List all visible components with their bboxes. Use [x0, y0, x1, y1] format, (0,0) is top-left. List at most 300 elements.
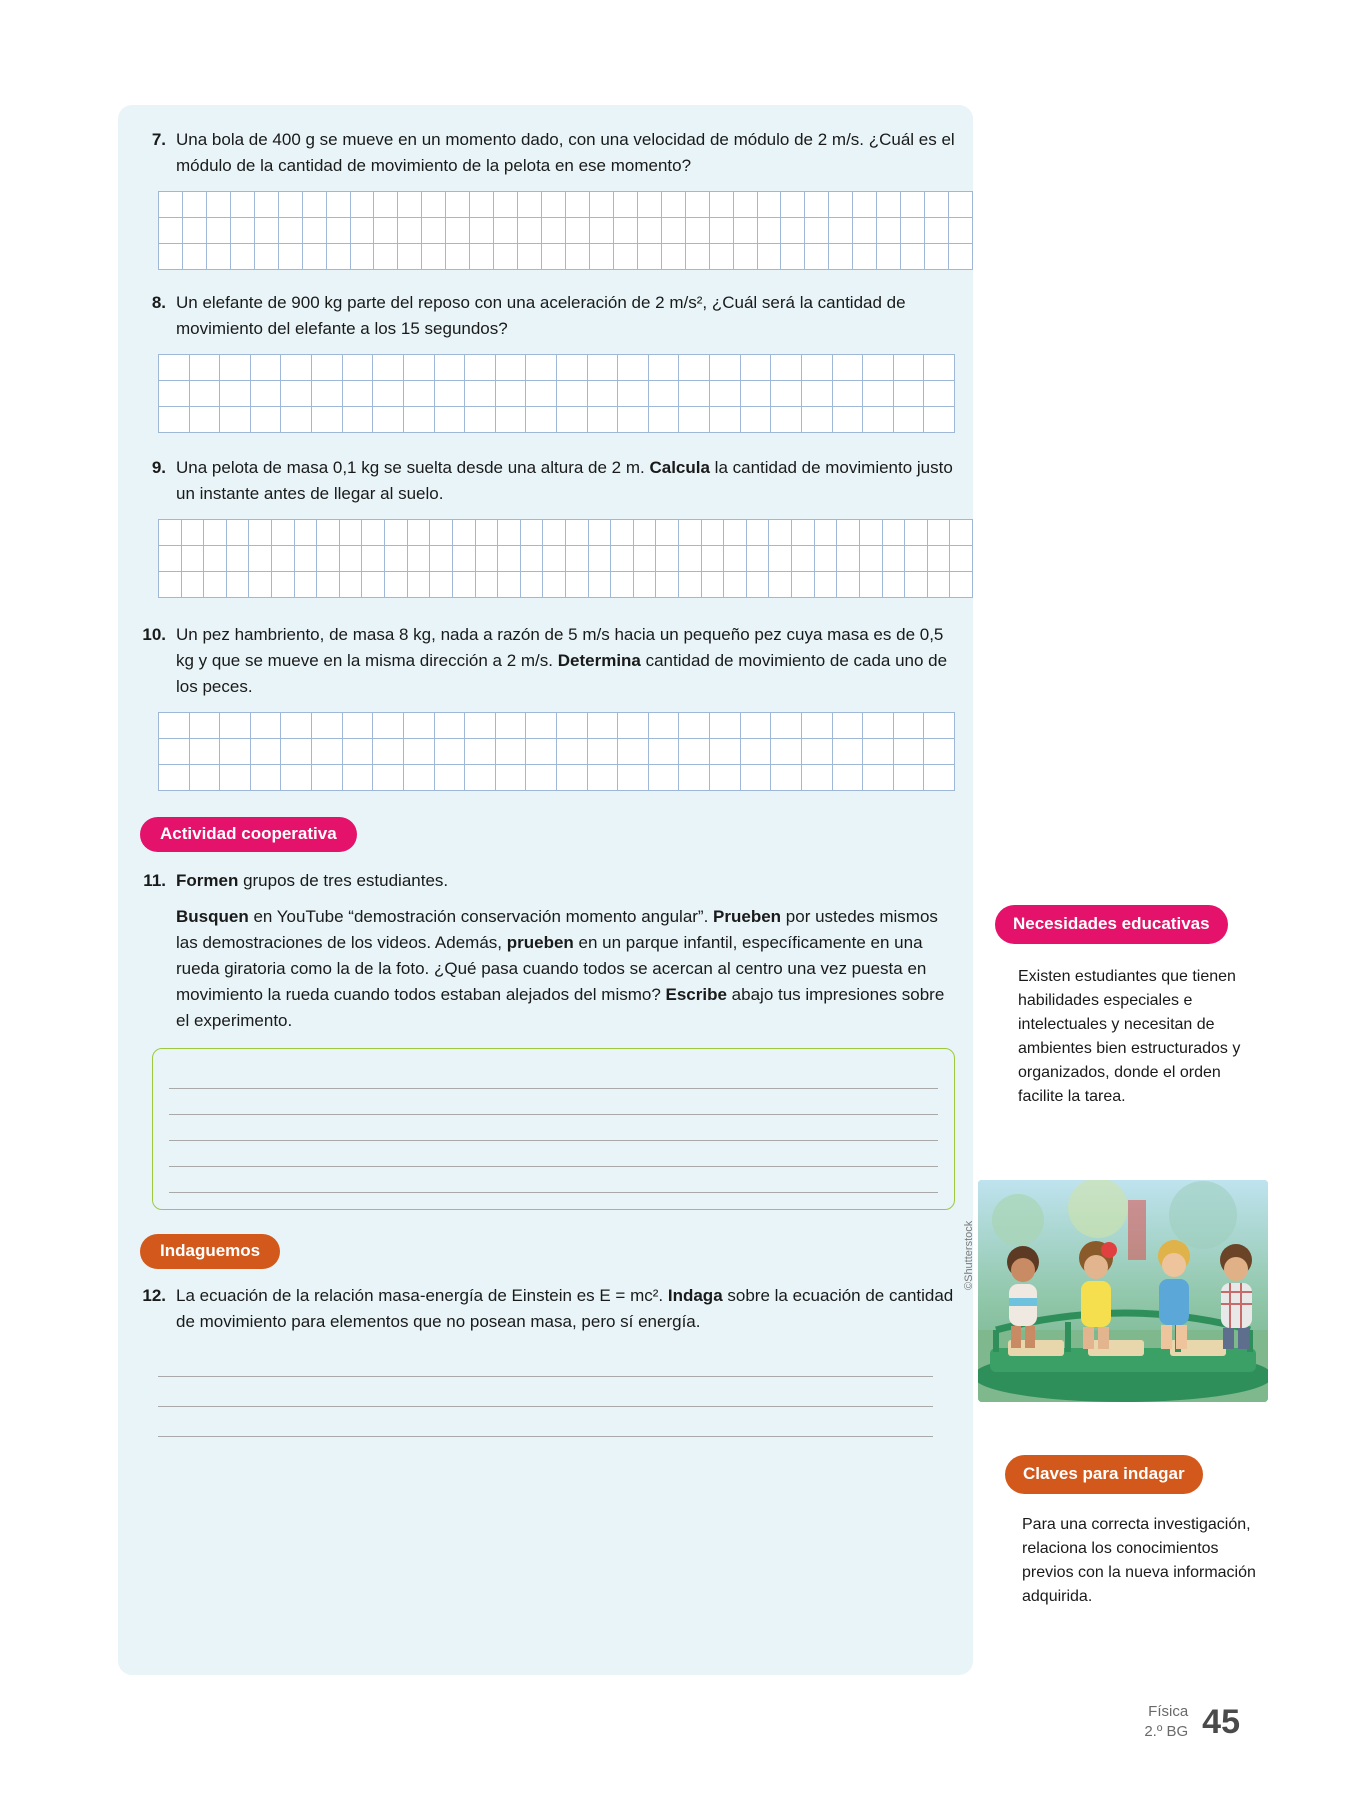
grid-cell[interactable] [496, 765, 527, 791]
grid-cell[interactable] [829, 218, 853, 244]
grid-cell[interactable] [227, 546, 250, 572]
grid-cell[interactable] [312, 765, 343, 791]
grid-cell[interactable] [883, 520, 906, 546]
grid-cell[interactable] [373, 381, 404, 407]
grid-cell[interactable] [220, 713, 251, 739]
grid-cell[interactable] [496, 407, 527, 433]
grid-cell[interactable] [374, 244, 398, 270]
grid-cell[interactable] [649, 713, 680, 739]
grid-cell[interactable] [526, 355, 557, 381]
grid-cell[interactable] [404, 739, 435, 765]
grid-cell[interactable] [588, 381, 619, 407]
grid-cell[interactable] [679, 520, 702, 546]
grid-cell[interactable] [465, 407, 496, 433]
grid-cell[interactable] [373, 713, 404, 739]
grid-cell[interactable] [853, 218, 877, 244]
grid-cell[interactable] [686, 244, 710, 270]
grid-cell[interactable] [190, 713, 221, 739]
grid-cell[interactable] [542, 244, 566, 270]
grid-cell[interactable] [422, 218, 446, 244]
grid-cell[interactable] [190, 381, 221, 407]
grid-cell[interactable] [340, 572, 363, 598]
grid-cell[interactable] [833, 713, 864, 739]
grid-cell[interactable] [901, 218, 925, 244]
grid-cell[interactable] [588, 713, 619, 739]
grid-cell[interactable] [747, 572, 770, 598]
grid-cell[interactable] [589, 572, 612, 598]
grid-cell[interactable] [521, 572, 544, 598]
grid-cell[interactable] [771, 739, 802, 765]
grid-cell[interactable] [724, 572, 747, 598]
grid-cell[interactable] [518, 218, 542, 244]
grid-cell[interactable] [741, 407, 772, 433]
grid-cell[interactable] [340, 520, 363, 546]
grid-cell[interactable] [190, 765, 221, 791]
grid-cell[interactable] [781, 218, 805, 244]
grid-cell[interactable] [781, 244, 805, 270]
grid-cell[interactable] [611, 546, 634, 572]
grid-cell[interactable] [833, 355, 864, 381]
inquiry-answer-lines[interactable] [158, 1347, 933, 1437]
grid-cell[interactable] [710, 739, 741, 765]
grid-cell[interactable] [805, 218, 829, 244]
answer-line[interactable] [158, 1377, 933, 1407]
grid-cell[interactable] [543, 520, 566, 546]
grid-cell[interactable] [404, 765, 435, 791]
grid-cell[interactable] [618, 713, 649, 739]
grid-cell[interactable] [351, 192, 375, 218]
grid-cell[interactable] [924, 355, 955, 381]
grid-cell[interactable] [435, 407, 466, 433]
grid-cell[interactable] [465, 713, 496, 739]
grid-cell[interactable] [159, 192, 183, 218]
grid-cell[interactable] [373, 355, 404, 381]
grid-cell[interactable] [949, 218, 973, 244]
grid-cell[interactable] [279, 218, 303, 244]
grid-cell[interactable] [771, 713, 802, 739]
grid-cell[interactable] [220, 355, 251, 381]
grid-cell[interactable] [815, 520, 838, 546]
grid-cell[interactable] [204, 520, 227, 546]
grid-cell[interactable] [741, 765, 772, 791]
grid-cell[interactable] [928, 520, 951, 546]
grid-cell[interactable] [255, 218, 279, 244]
grid-cell[interactable] [679, 713, 710, 739]
grid-cell[interactable] [792, 520, 815, 546]
grid-cell[interactable] [295, 572, 318, 598]
grid-cell[interactable] [470, 218, 494, 244]
answer-line[interactable] [169, 1141, 938, 1167]
grid-cell[interactable] [901, 244, 925, 270]
grid-cell[interactable] [679, 765, 710, 791]
grid-cell[interactable] [526, 739, 557, 765]
grid-cell[interactable] [894, 765, 925, 791]
grid-cell[interactable] [949, 244, 973, 270]
grid-cell[interactable] [182, 546, 205, 572]
grid-cell[interactable] [702, 546, 725, 572]
grid-cell[interactable] [741, 355, 772, 381]
grid-cell[interactable] [649, 407, 680, 433]
grid-cell[interactable] [758, 218, 782, 244]
grid-cell[interactable] [430, 520, 453, 546]
grid-cell[interactable] [741, 713, 772, 739]
grid-cell[interactable] [863, 713, 894, 739]
grid-cell[interactable] [351, 218, 375, 244]
grid-cell[interactable] [924, 765, 955, 791]
grid-cell[interactable] [724, 546, 747, 572]
grid-cell[interactable] [883, 546, 906, 572]
grid-cell[interactable] [470, 192, 494, 218]
answer-line[interactable] [169, 1115, 938, 1141]
grid-cell[interactable] [398, 244, 422, 270]
grid-cell[interactable] [710, 244, 734, 270]
grid-cell[interactable] [494, 244, 518, 270]
grid-cell[interactable] [190, 355, 221, 381]
grid-cell[interactable] [435, 739, 466, 765]
answer-grid-10[interactable] [158, 712, 955, 791]
grid-cell[interactable] [518, 192, 542, 218]
grid-cell[interactable] [805, 244, 829, 270]
grid-cell[interactable] [159, 244, 183, 270]
grid-cell[interactable] [435, 355, 466, 381]
grid-cell[interactable] [634, 546, 657, 572]
grid-cell[interactable] [566, 520, 589, 546]
grid-cell[interactable] [251, 739, 282, 765]
grid-cell[interactable] [924, 713, 955, 739]
grid-cell[interactable] [404, 381, 435, 407]
grid-cell[interactable] [649, 355, 680, 381]
grid-cell[interactable] [159, 713, 190, 739]
grid-cell[interactable] [159, 381, 190, 407]
grid-cell[interactable] [863, 355, 894, 381]
grid-cell[interactable] [182, 520, 205, 546]
grid-cell[interactable] [476, 520, 499, 546]
grid-cell[interactable] [255, 192, 279, 218]
grid-cell[interactable] [422, 244, 446, 270]
grid-cell[interactable] [792, 546, 815, 572]
grid-cell[interactable] [590, 192, 614, 218]
grid-cell[interactable] [476, 572, 499, 598]
grid-cell[interactable] [588, 765, 619, 791]
grid-cell[interactable] [618, 355, 649, 381]
grid-cell[interactable] [408, 572, 431, 598]
grid-cell[interactable] [343, 713, 374, 739]
grid-cell[interactable] [183, 244, 207, 270]
grid-cell[interactable] [374, 218, 398, 244]
grid-cell[interactable] [373, 765, 404, 791]
grid-cell[interactable] [710, 218, 734, 244]
grid-cell[interactable] [351, 244, 375, 270]
grid-cell[interactable] [435, 765, 466, 791]
grid-cell[interactable] [498, 520, 521, 546]
grid-cell[interactable] [950, 520, 973, 546]
grid-cell[interactable] [758, 244, 782, 270]
grid-cell[interactable] [207, 244, 231, 270]
grid-cell[interactable] [638, 218, 662, 244]
grid-cell[interactable] [251, 765, 282, 791]
grid-cell[interactable] [710, 192, 734, 218]
grid-cell[interactable] [566, 218, 590, 244]
grid-cell[interactable] [496, 381, 527, 407]
grid-cell[interactable] [829, 244, 853, 270]
answer-line[interactable] [158, 1347, 933, 1377]
grid-cell[interactable] [542, 192, 566, 218]
grid-cell[interactable] [837, 520, 860, 546]
grid-cell[interactable] [521, 520, 544, 546]
grid-cell[interactable] [312, 355, 343, 381]
grid-cell[interactable] [905, 546, 928, 572]
grid-cell[interactable] [231, 192, 255, 218]
grid-cell[interactable] [408, 520, 431, 546]
grid-cell[interactable] [227, 520, 250, 546]
grid-cell[interactable] [702, 572, 725, 598]
grid-cell[interactable] [408, 546, 431, 572]
grid-cell[interactable] [204, 546, 227, 572]
grid-cell[interactable] [207, 192, 231, 218]
grid-cell[interactable] [183, 218, 207, 244]
grid-cell[interactable] [618, 407, 649, 433]
grid-cell[interactable] [792, 572, 815, 598]
grid-cell[interactable] [446, 244, 470, 270]
grid-cell[interactable] [494, 218, 518, 244]
grid-cell[interactable] [949, 192, 973, 218]
grid-cell[interactable] [251, 407, 282, 433]
grid-cell[interactable] [802, 355, 833, 381]
grid-cell[interactable] [771, 765, 802, 791]
grid-cell[interactable] [614, 218, 638, 244]
grid-cell[interactable] [853, 192, 877, 218]
grid-cell[interactable] [710, 381, 741, 407]
grid-cell[interactable] [928, 546, 951, 572]
grid-cell[interactable] [781, 192, 805, 218]
grid-cell[interactable] [317, 546, 340, 572]
grid-cell[interactable] [686, 218, 710, 244]
grid-cell[interactable] [588, 355, 619, 381]
grid-cell[interactable] [618, 739, 649, 765]
grid-cell[interactable] [518, 244, 542, 270]
grid-cell[interactable] [398, 218, 422, 244]
grid-cell[interactable] [710, 765, 741, 791]
grid-cell[interactable] [542, 218, 566, 244]
grid-cell[interactable] [496, 739, 527, 765]
grid-cell[interactable] [588, 739, 619, 765]
grid-cell[interactable] [590, 218, 614, 244]
grid-cell[interactable] [614, 244, 638, 270]
grid-cell[interactable] [207, 218, 231, 244]
grid-cell[interactable] [526, 381, 557, 407]
grid-cell[interactable] [925, 244, 949, 270]
grid-cell[interactable] [498, 572, 521, 598]
grid-cell[interactable] [863, 765, 894, 791]
grid-cell[interactable] [327, 218, 351, 244]
grid-cell[interactable] [159, 355, 190, 381]
grid-cell[interactable] [526, 407, 557, 433]
grid-cell[interactable] [362, 546, 385, 572]
grid-cell[interactable] [702, 520, 725, 546]
grid-cell[interactable] [303, 218, 327, 244]
grid-cell[interactable] [860, 546, 883, 572]
grid-cell[interactable] [159, 765, 190, 791]
cooperative-answer-box[interactable] [152, 1048, 955, 1210]
grid-cell[interactable] [588, 407, 619, 433]
grid-cell[interactable] [343, 739, 374, 765]
grid-cell[interactable] [710, 713, 741, 739]
grid-cell[interactable] [741, 381, 772, 407]
grid-cell[interactable] [710, 407, 741, 433]
grid-cell[interactable] [373, 739, 404, 765]
grid-cell[interactable] [557, 739, 588, 765]
grid-cell[interactable] [877, 192, 901, 218]
answer-line[interactable] [169, 1063, 938, 1089]
grid-cell[interactable] [220, 739, 251, 765]
grid-cell[interactable] [476, 546, 499, 572]
grid-cell[interactable] [557, 355, 588, 381]
grid-cell[interactable] [204, 572, 227, 598]
grid-cell[interactable] [465, 765, 496, 791]
grid-cell[interactable] [279, 192, 303, 218]
grid-cell[interactable] [589, 546, 612, 572]
grid-cell[interactable] [231, 218, 255, 244]
grid-cell[interactable] [833, 765, 864, 791]
grid-cell[interactable] [734, 244, 758, 270]
grid-cell[interactable] [470, 244, 494, 270]
grid-cell[interactable] [249, 572, 272, 598]
grid-cell[interactable] [453, 572, 476, 598]
grid-cell[interactable] [566, 546, 589, 572]
grid-cell[interactable] [281, 765, 312, 791]
grid-cell[interactable] [566, 572, 589, 598]
answer-line[interactable] [158, 1407, 933, 1437]
grid-cell[interactable] [231, 244, 255, 270]
grid-cell[interactable] [343, 765, 374, 791]
grid-cell[interactable] [404, 407, 435, 433]
grid-cell[interactable] [611, 572, 634, 598]
grid-cell[interactable] [159, 739, 190, 765]
grid-cell[interactable] [521, 546, 544, 572]
grid-cell[interactable] [802, 407, 833, 433]
grid-cell[interactable] [566, 192, 590, 218]
grid-cell[interactable] [877, 218, 901, 244]
grid-cell[interactable] [894, 407, 925, 433]
grid-cell[interactable] [829, 192, 853, 218]
grid-cell[interactable] [303, 192, 327, 218]
grid-cell[interactable] [526, 765, 557, 791]
grid-cell[interactable] [404, 713, 435, 739]
grid-cell[interactable] [220, 381, 251, 407]
grid-cell[interactable] [453, 546, 476, 572]
grid-cell[interactable] [317, 520, 340, 546]
grid-cell[interactable] [159, 407, 190, 433]
grid-cell[interactable] [182, 572, 205, 598]
grid-cell[interactable] [312, 407, 343, 433]
answer-grid-8[interactable] [158, 354, 955, 433]
grid-cell[interactable] [634, 572, 657, 598]
grid-cell[interactable] [385, 572, 408, 598]
grid-cell[interactable] [362, 520, 385, 546]
grid-cell[interactable] [566, 244, 590, 270]
grid-cell[interactable] [771, 407, 802, 433]
grid-cell[interactable] [894, 713, 925, 739]
grid-cell[interactable] [863, 739, 894, 765]
grid-cell[interactable] [649, 739, 680, 765]
grid-cell[interactable] [638, 244, 662, 270]
grid-cell[interactable] [634, 520, 657, 546]
grid-cell[interactable] [618, 765, 649, 791]
grid-cell[interactable] [894, 381, 925, 407]
grid-cell[interactable] [557, 713, 588, 739]
grid-cell[interactable] [385, 520, 408, 546]
grid-cell[interactable] [925, 192, 949, 218]
grid-cell[interactable] [430, 572, 453, 598]
grid-cell[interactable] [618, 381, 649, 407]
grid-cell[interactable] [343, 355, 374, 381]
grid-cell[interactable] [924, 739, 955, 765]
grid-cell[interactable] [251, 355, 282, 381]
grid-cell[interactable] [453, 520, 476, 546]
grid-cell[interactable] [815, 546, 838, 572]
grid-cell[interactable] [724, 520, 747, 546]
grid-cell[interactable] [769, 520, 792, 546]
grid-cell[interactable] [543, 546, 566, 572]
grid-cell[interactable] [924, 381, 955, 407]
grid-cell[interactable] [327, 244, 351, 270]
grid-cell[interactable] [496, 713, 527, 739]
grid-cell[interactable] [557, 407, 588, 433]
grid-cell[interactable] [159, 520, 182, 546]
grid-cell[interactable] [638, 192, 662, 218]
grid-cell[interactable] [272, 520, 295, 546]
answer-grid-7[interactable] [158, 191, 973, 270]
grid-cell[interactable] [901, 192, 925, 218]
grid-cell[interactable] [435, 381, 466, 407]
grid-cell[interactable] [281, 739, 312, 765]
grid-cell[interactable] [249, 546, 272, 572]
grid-cell[interactable] [373, 407, 404, 433]
grid-cell[interactable] [190, 739, 221, 765]
grid-cell[interactable] [498, 546, 521, 572]
grid-cell[interactable] [771, 355, 802, 381]
grid-cell[interactable] [802, 381, 833, 407]
grid-cell[interactable] [249, 520, 272, 546]
grid-cell[interactable] [526, 713, 557, 739]
grid-cell[interactable] [860, 572, 883, 598]
grid-cell[interactable] [802, 713, 833, 739]
grid-cell[interactable] [950, 572, 973, 598]
grid-cell[interactable] [769, 546, 792, 572]
grid-cell[interactable] [343, 407, 374, 433]
grid-cell[interactable] [656, 572, 679, 598]
answer-grid-9[interactable] [158, 519, 973, 598]
grid-cell[interactable] [863, 407, 894, 433]
grid-cell[interactable] [312, 713, 343, 739]
grid-cell[interactable] [662, 218, 686, 244]
grid-cell[interactable] [747, 546, 770, 572]
grid-cell[interactable] [281, 713, 312, 739]
grid-cell[interactable] [686, 192, 710, 218]
grid-cell[interactable] [159, 572, 182, 598]
grid-cell[interactable] [894, 355, 925, 381]
grid-cell[interactable] [649, 765, 680, 791]
grid-cell[interactable] [281, 355, 312, 381]
grid-cell[interactable] [374, 192, 398, 218]
grid-cell[interactable] [220, 765, 251, 791]
grid-cell[interactable] [312, 739, 343, 765]
grid-cell[interactable] [272, 572, 295, 598]
grid-cell[interactable] [590, 244, 614, 270]
grid-cell[interactable] [863, 381, 894, 407]
grid-cell[interactable] [679, 546, 702, 572]
grid-cell[interactable] [435, 713, 466, 739]
